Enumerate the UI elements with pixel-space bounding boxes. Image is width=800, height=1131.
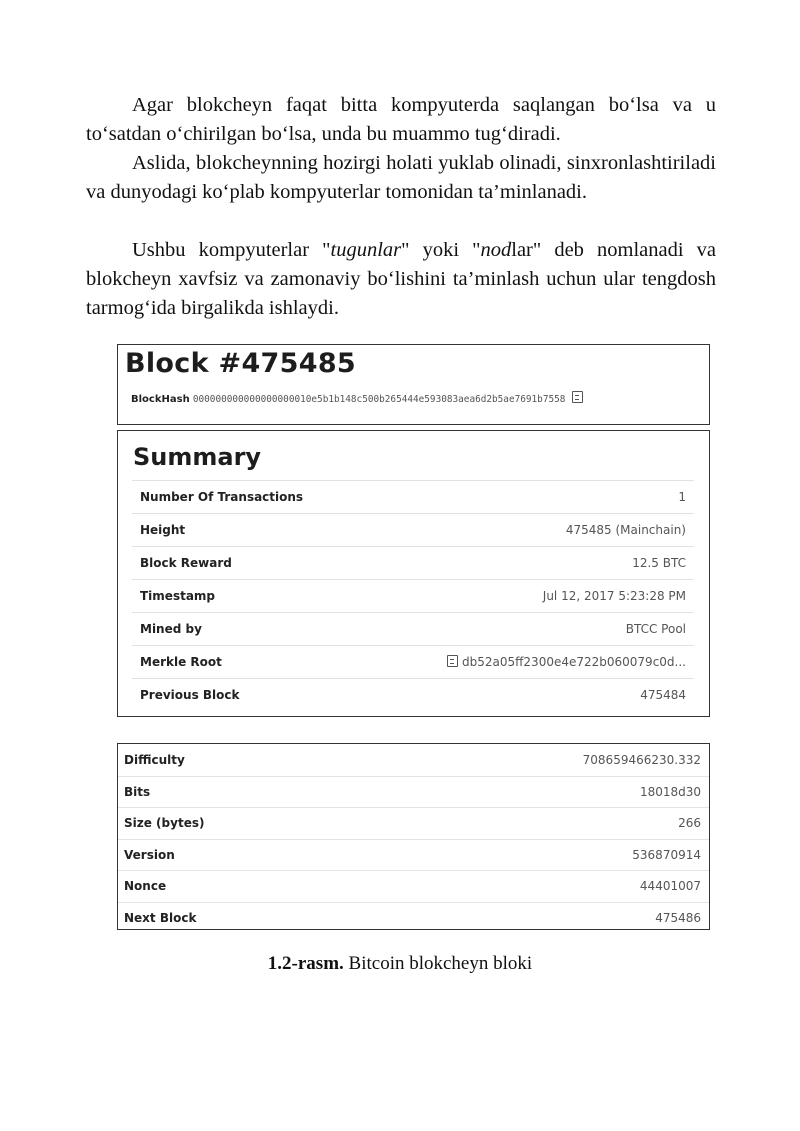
merkle-root-value: db52a05ff2300e4e722b060079c0d... (462, 655, 686, 669)
row-key: Block Reward (140, 556, 232, 570)
row-value-merkle (447, 655, 686, 669)
copy-icon[interactable] (572, 391, 583, 403)
row-value[interactable]: BTCC Pool (625, 622, 686, 636)
detail-row-nonce (118, 870, 709, 902)
block-hash-label: BlockHash (131, 394, 190, 405)
term-nod: nod (480, 239, 512, 261)
row-key: Timestamp (140, 589, 216, 603)
row-value: 1 (678, 490, 686, 504)
row-key: Height (140, 523, 186, 537)
detail-row-difficulty (118, 744, 709, 776)
term-tugunlar: tugunlar (330, 239, 402, 261)
row-key: Previous Block (140, 688, 240, 702)
paragraph-1: Agar blokcheyn faqat bitta kompyuterda saqlangan bo‘lsa va u to‘satdan o‘chirilgan bo‘lsa, unda bu muammo tug‘diradi. (86, 94, 716, 145)
detail-row-size (118, 807, 709, 839)
block-hash-row (131, 391, 583, 405)
summary-panel (117, 430, 710, 717)
row-value: 708659466230.332 (582, 752, 701, 767)
block-header-panel (117, 344, 710, 425)
paragraph-3 (86, 236, 716, 323)
row-key: Difficulty (124, 752, 185, 767)
caption-label: 1.2-rasm. (267, 953, 344, 974)
row-value[interactable]: 475486 (655, 910, 701, 925)
details-panel (117, 743, 710, 930)
row-key: Merkle Root (140, 655, 222, 669)
summary-row-merkle-root (132, 645, 694, 678)
caption-text: Bitcoin blokcheyn bloki (343, 953, 533, 974)
summary-title: Summary (133, 443, 262, 471)
summary-row-previous-block (132, 678, 694, 711)
row-key: Bits (124, 784, 151, 799)
summary-row-block-reward (132, 546, 694, 579)
paragraph-3-part-b: " yoki " (401, 239, 481, 261)
row-key: Next Block (124, 910, 197, 925)
row-value[interactable]: 475484 (640, 688, 686, 702)
summary-list (132, 480, 694, 711)
block-hash-value: 000000000000000000010e5b1b148c500b265444e593083aea6d2b5ae7691b7558 (192, 394, 566, 405)
row-key: Mined by (140, 622, 202, 636)
row-key: Number Of Transactions (140, 490, 304, 504)
paragraph-3-part-a: Ushbu kompyuterlar " (132, 239, 331, 261)
row-value: 536870914 (632, 847, 701, 862)
row-value: 266 (678, 816, 701, 831)
summary-row-mined-by (132, 612, 694, 645)
summary-row-transactions (132, 480, 694, 513)
row-value: 44401007 (639, 879, 701, 894)
row-value: 475485 (Mainchain) (565, 523, 686, 537)
figure-caption (0, 953, 800, 975)
detail-row-next-block (118, 902, 709, 934)
row-value: 18018d30 (639, 784, 701, 799)
copy-icon[interactable] (447, 655, 458, 667)
block-title: Block #475485 (125, 348, 356, 379)
detail-row-version (118, 839, 709, 871)
detail-row-bits (118, 776, 709, 808)
summary-row-height (132, 513, 694, 546)
row-key: Size (bytes) (124, 816, 205, 831)
row-key: Nonce (124, 879, 167, 894)
row-key: Version (124, 847, 175, 862)
row-value: Jul 12, 2017 5:23:28 PM (542, 589, 686, 603)
paragraph-2: Aslida, blokcheynning hozirgi holati yuklab olinadi, sinxronlashtiriladi va dunyodagi ko‘plab kompyuterlar tomonidan ta’minlanadi. (86, 152, 716, 203)
paragraph-3-part-c: lar" deb nomlanadi va blokcheyn xavfsiz va zamonaviy bo‘lishini ta’minlash uchun ular tengdosh tarmog‘ida birgalikda ishlaydi. (86, 239, 716, 319)
row-value: 12.5 BTC (632, 556, 686, 570)
summary-row-timestamp (132, 579, 694, 612)
